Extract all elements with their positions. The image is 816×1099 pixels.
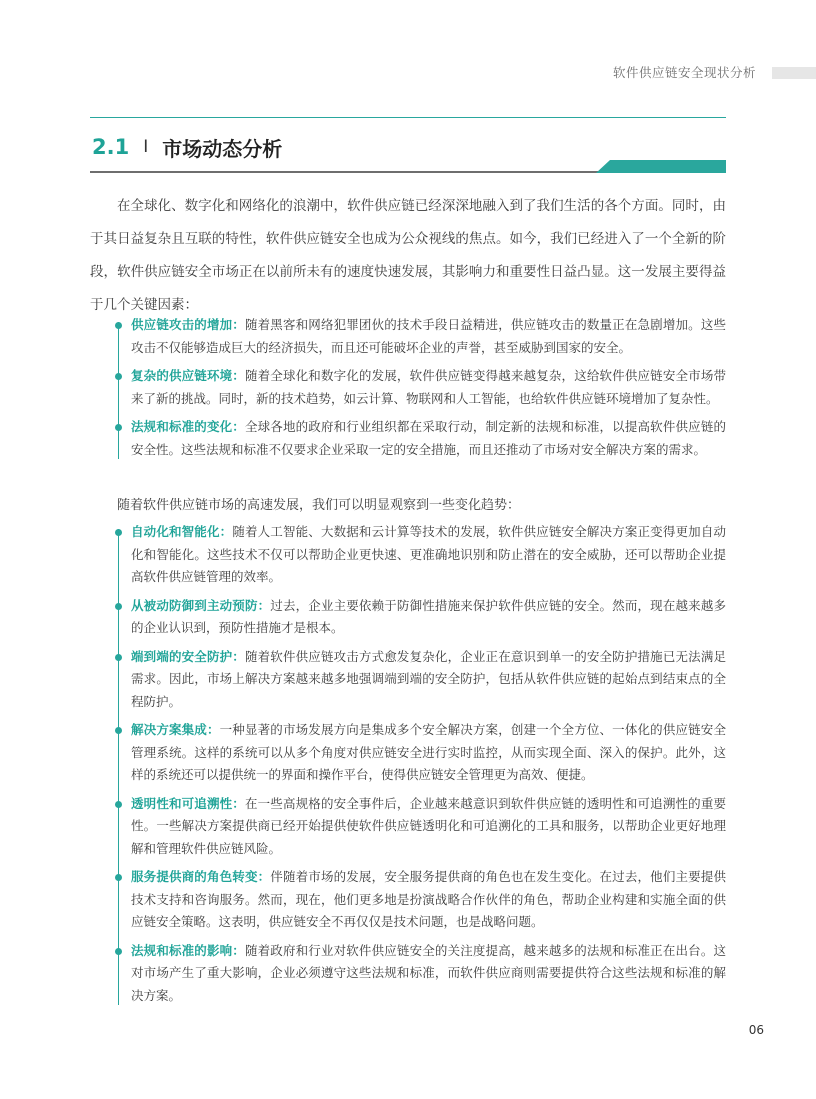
top-rule <box>90 117 726 118</box>
item-label: 从被动防御到主动预防： <box>131 597 271 613</box>
list-item <box>113 793 726 861</box>
item-text: 在一些高规格的安全事件后，企业越来越意识到软件供应链的透明性和可追溯性的重要性。一些解决方案提供商已经开始提供使软件供应链透明化和可追溯化的工具和服务，以帮助企业更好地理解和管理软件供应链风险。 <box>131 795 726 856</box>
list-item <box>113 416 726 461</box>
running-title: 软件供应链安全现状分析 <box>612 65 756 80</box>
bullet-dot <box>115 654 122 661</box>
factor-list <box>113 314 726 467</box>
bullet-dot <box>115 322 122 329</box>
item-text: 过去，企业主要依赖于防御性措施来保护软件供应链的安全。然而，现在越来越多的企业认识到，预防性措施才是根本。 <box>131 597 726 635</box>
header-bar-decoration <box>772 67 816 79</box>
section-number: 2.1 <box>92 135 130 159</box>
bullet-dot <box>115 801 122 808</box>
item-text: 随着黑客和网络犯罪团伙的技术手段日益精进，供应链攻击的数量正在急剧增加。这些攻击不仅能够造成巨大的经济损失，而且还可能破坏企业的声誉，甚至威胁到国家的安全。 <box>131 317 726 355</box>
trend-intro: 随着软件供应链市场的高速发展，我们可以明显观察到一些变化趋势： <box>117 498 521 513</box>
list-item <box>113 719 726 787</box>
intro-paragraph: 在全球化、数字化和网络化的浪潮中，软件供应链已经深深地融入到了我们生活的各个方面。同时，由于其日益复杂且互联的特性，软件供应链安全也成为公众视线的焦点。如今，我们已经进入了一个全新的阶段，软件供应链安全市场正在以前所未有的速度快速发展，其影响力和重要性日益凸显。这一发展主要得益于几个关键因素： <box>90 198 726 313</box>
list-item <box>113 940 726 1008</box>
bullet-dot <box>115 874 122 881</box>
list-item <box>113 646 726 714</box>
list-item <box>113 595 726 640</box>
item-text: 全球各地的政府和行业组织都在采取行动，制定新的法规和标准，以提高软件供应链的安全性。这些法规和标准不仅要求企业采取一定的安全措施，而且还推动了市场对安全解决方案的需求。 <box>131 419 726 457</box>
item-label: 法规和标准的影响： <box>131 942 245 958</box>
bullet-dot <box>115 529 122 536</box>
trend-list <box>113 521 726 1013</box>
item-text: 一种显著的市场发展方向是集成多个安全解决方案，创建一个全方位、一体化的供应链安全管理系统。这样的系统可以从多个角度对供应链安全进行实时监控，从而实现全面、深入的保护。此外，这样的系统还可以提供统一的界面和操作平台，使得供应链安全管理更为高效、便捷。 <box>131 722 726 782</box>
item-label: 服务提供商的角色转变： <box>131 869 271 884</box>
item-label: 端到端的安全防护： <box>131 648 245 664</box>
list-item <box>113 866 726 934</box>
item-text: 随着人工智能、大数据和云计算等技术的发展，软件供应链安全解决方案正变得更加自动化和智能化。这些技术不仅可以帮助企业更快速、更准确地识别和防止潜在的安全威胁，还可以帮助企业提高软件供应链管理的效率。 <box>131 524 726 584</box>
item-label: 供应链攻击的增加： <box>131 317 245 332</box>
item-text: 随着软件供应链攻击方式愈发复杂化，企业正在意识到单一的安全防护措施已无法满足需求。因此，市场上解决方案越来越多地强调端到端的安全防护，包括从软件供应链的起始点到结束点的全程防护。 <box>131 648 726 709</box>
item-label: 透明性和可追溯性： <box>131 795 245 811</box>
list-item <box>113 365 726 410</box>
bullet-dot <box>115 424 122 431</box>
section-heading <box>92 132 282 162</box>
bullet-dot <box>115 948 122 955</box>
heading-accent-bar <box>596 160 726 173</box>
page-number: 06 <box>748 1023 764 1037</box>
item-label: 法规和标准的变化： <box>131 419 245 434</box>
item-label: 自动化和智能化： <box>131 524 233 539</box>
bullet-dot <box>115 603 122 610</box>
bullet-dot <box>115 727 122 734</box>
bullet-dot <box>115 373 122 380</box>
section-title: 市场动态分析 <box>162 136 283 161</box>
item-label: 解决方案集成： <box>131 722 220 737</box>
list-item <box>113 314 726 359</box>
section-separator: I <box>143 137 149 157</box>
list-item <box>113 521 726 589</box>
item-text: 随着全球化和数字化的发展，软件供应链变得越来越复杂，这给软件供应链安全市场带来了新的挑战。同时，新的技术趋势，如云计算、物联网和人工智能，也给软件供应链环境增加了复杂性。 <box>131 368 726 406</box>
item-text: 随着政府和行业对软件供应链安全的关注度提高，越来越多的法规和标准正在出台。这对市场产生了重大影响，企业必须遵守这些法规和标准，而软件供应商则需要提供符合这些法规和标准的解决方案。 <box>131 942 726 1003</box>
running-header <box>0 63 816 83</box>
item-text: 伴随着市场的发展，安全服务提供商的角色也在发生变化。在过去，他们主要提供技术支持和咨询服务。然而，现在，他们更多地是扮演战略合作伙伴的角色，帮助企业构建和实施全面的供应链安全策略。这表明，供应链安全不再仅仅是技术问题，也是战略问题。 <box>131 869 726 929</box>
item-label: 复杂的供应链环境： <box>131 368 245 383</box>
